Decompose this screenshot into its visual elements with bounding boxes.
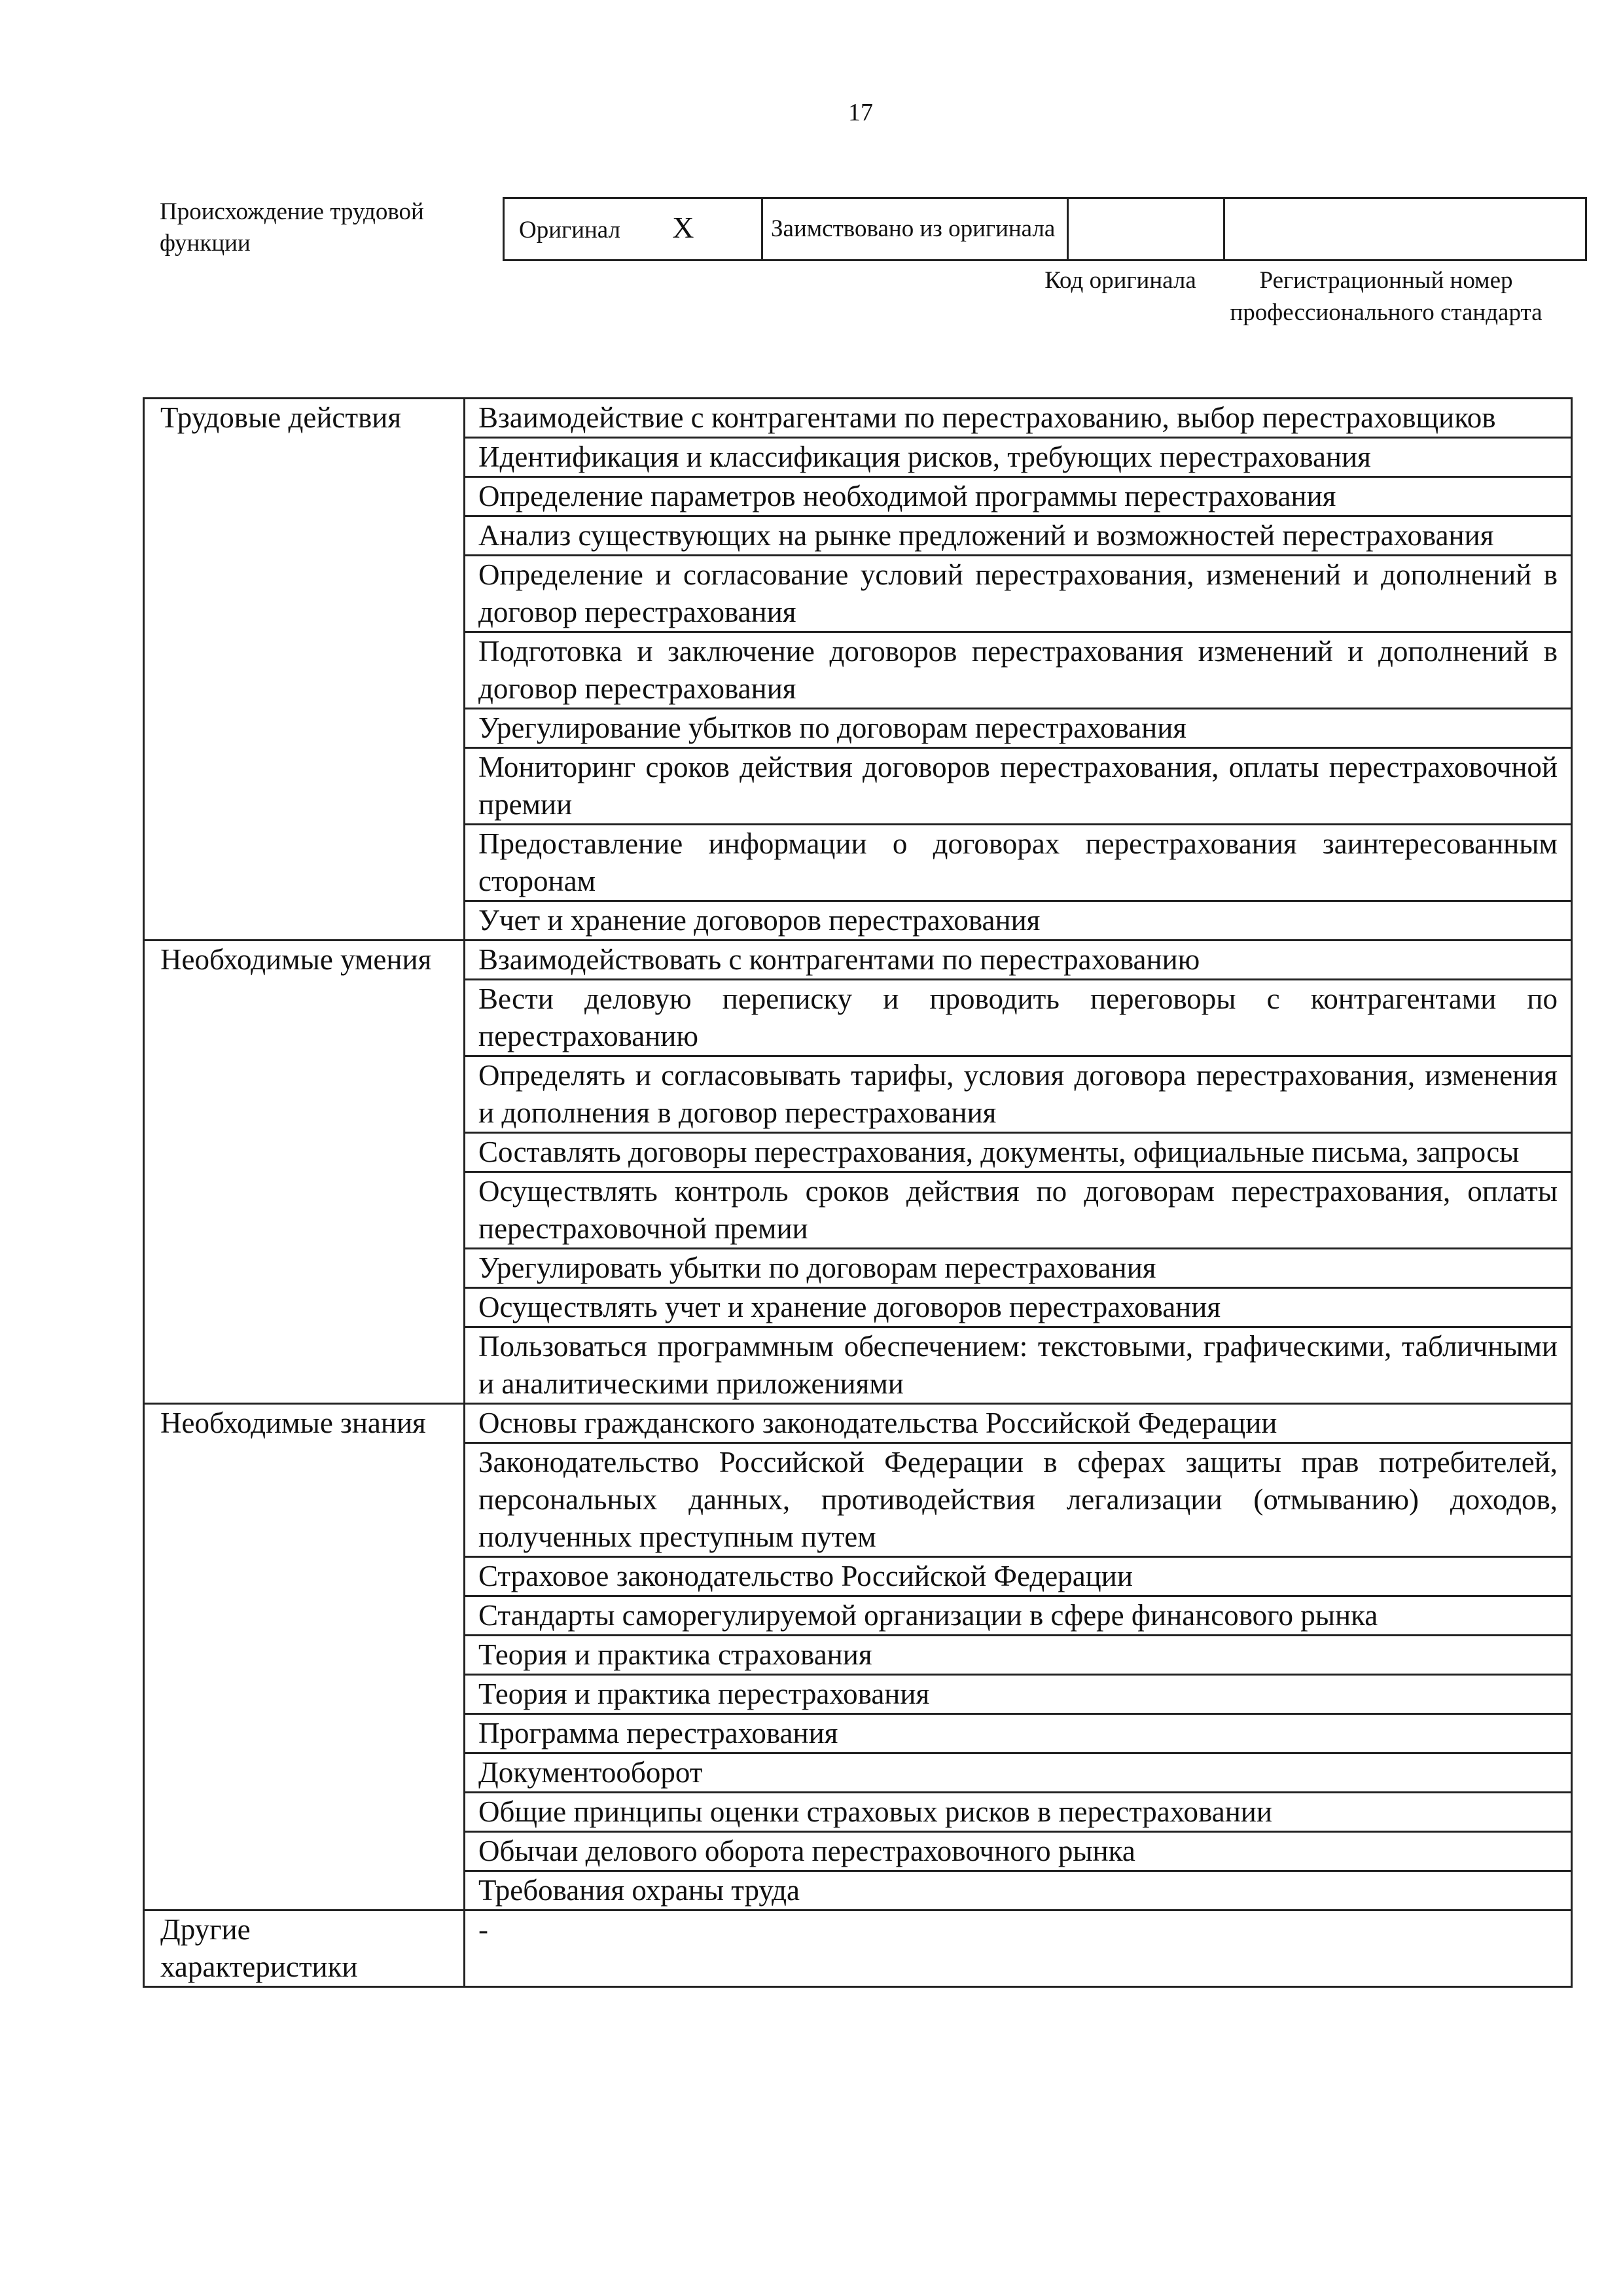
section-item: Определять и согласовывать тарифы, условия договора перестрахования, изменения и дополнения в договор перестрахования: [465, 1056, 1572, 1133]
origin-reg-cell: [1224, 198, 1586, 260]
table-row: [144, 941, 1572, 980]
section-item: Вести деловую переписку и проводить переговоры с контрагентами по перестрахованию: [465, 980, 1572, 1056]
section-item: Страховое законодательство Российской Федерации: [465, 1557, 1572, 1596]
origin-table: [503, 197, 1587, 261]
section-item: Осуществлять контроль сроков действия по договорам перестрахования, оплаты перестраховочной премии: [465, 1172, 1572, 1249]
reg-caption: Регистрационный номер профессионального стандарта: [1230, 267, 1543, 326]
section-item: Законодательство Российской Федерации в сферах защиты прав потребителей, персональных данных, противодействия легализации (отмыванию) доходов, полученных преступным путем: [465, 1443, 1572, 1557]
section-item: Теория и практика страхования: [465, 1636, 1572, 1675]
borrowed-label: Заимствовано из оригинала: [771, 215, 1056, 242]
table-row: [144, 1910, 1572, 1987]
origin-label: Происхождение трудовой функции: [160, 198, 424, 257]
section-item: Взаимодействовать с контрагентами по перестрахованию: [465, 941, 1572, 980]
section-title: Трудовые действия: [144, 399, 465, 941]
function-table-body: [144, 399, 1572, 1987]
section-item: Документооборот: [465, 1753, 1572, 1793]
section-title: Другие характеристики: [144, 1910, 465, 1987]
section-item: Определение параметров необходимой программы перестрахования: [465, 477, 1572, 516]
section-item: Стандарты саморегулируемой организации в сфере финансового рынка: [465, 1596, 1572, 1636]
section-item: Осуществлять учет и хранение договоров перестрахования: [465, 1288, 1572, 1327]
section-item: Мониторинг сроков действия договоров перестрахования, оплаты перестраховочной премии: [465, 748, 1572, 825]
function-table: [143, 397, 1573, 1988]
code-caption: Код оригинала: [1044, 267, 1196, 294]
section-item: Основы гражданского законодательства Российской Федерации: [465, 1404, 1572, 1443]
section-item: Предоставление информации о договорах перестрахования заинтересованным сторонам: [465, 825, 1572, 901]
section-title: Необходимые умения: [144, 941, 465, 1404]
table-row: [144, 399, 1572, 438]
table-row: [144, 1404, 1572, 1443]
origin-original-cell: [504, 198, 762, 260]
section-item: Определение и согласование условий перестрахования, изменений и дополнений в договор перестрахования: [465, 556, 1572, 632]
section-title: Необходимые знания: [144, 1404, 465, 1910]
section-item: Теория и практика перестрахования: [465, 1675, 1572, 1714]
original-label: Оригинал: [519, 217, 621, 243]
section-item: Взаимодействие с контрагентами по перестрахованию, выбор перестраховщиков: [465, 399, 1572, 438]
section-item: Составлять договоры перестрахования, документы, официальные письма, запросы: [465, 1133, 1572, 1172]
origin-borrowed-cell: [762, 198, 1068, 260]
section-item: Общие принципы оценки страховых рисков в перестраховании: [465, 1793, 1572, 1832]
section-item: Обычаи делового оборота перестраховочного рынка: [465, 1832, 1572, 1871]
section-item: Пользоваться программным обеспечением: текстовыми, графическими, табличными и аналитическими приложениями: [465, 1327, 1572, 1404]
origin-code-cell: [1068, 198, 1224, 260]
page-number: 17: [848, 99, 873, 126]
section-item: Идентификация и классификация рисков, требующих перестрахования: [465, 438, 1572, 477]
section-item: Урегулировать убытки по договорам перестрахования: [465, 1249, 1572, 1288]
section-item: Анализ существующих на рынке предложений и возможностей перестрахования: [465, 516, 1572, 556]
section-item: -: [465, 1910, 1572, 1987]
section-item: Требования охраны труда: [465, 1871, 1572, 1910]
section-item: Урегулирование убытков по договорам перестрахования: [465, 709, 1572, 748]
section-item: Подготовка и заключение договоров перестрахования изменений и дополнений в договор перестрахования: [465, 632, 1572, 709]
original-mark: X: [672, 211, 694, 244]
section-item: Программа перестрахования: [465, 1714, 1572, 1753]
section-item: Учет и хранение договоров перестрахования: [465, 901, 1572, 941]
